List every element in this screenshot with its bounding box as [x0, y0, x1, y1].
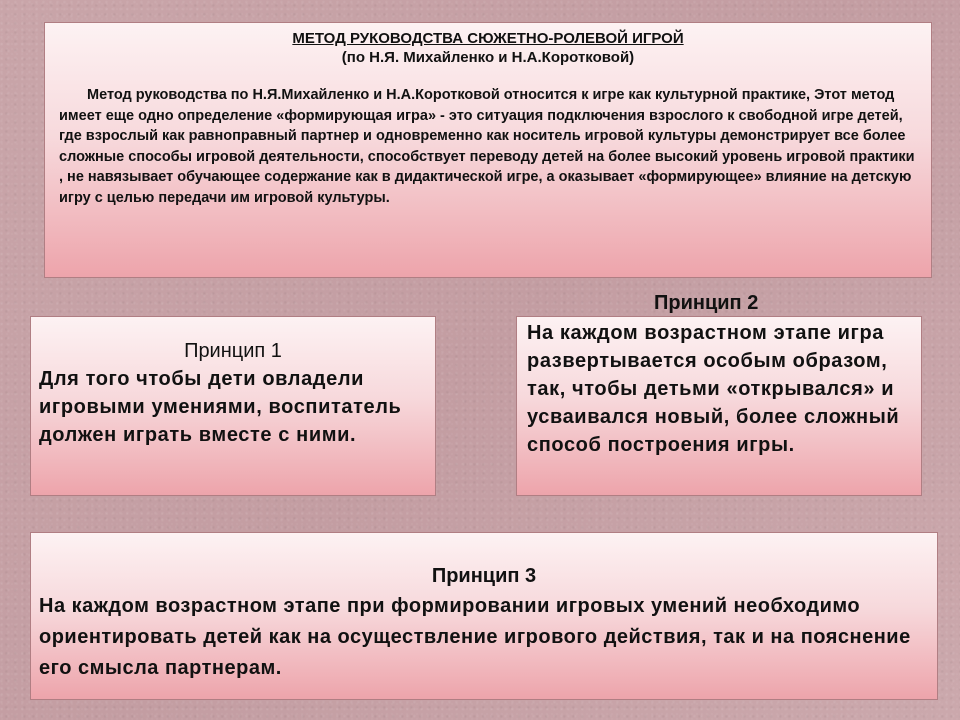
principle-2-box	[516, 316, 922, 496]
method-header-box	[44, 22, 932, 278]
principle-1-text: Для того чтобы дети овладели игровыми умениями, воспитатель должен играть вместе с ними.	[39, 368, 402, 446]
method-description: Метод руководства по Н.Я.Михайленко и Н.А.Коротковой относится к игре как культурной практике, Этот метод имеет еще одно определение «формирующая игра» - это ситуация подключения взрослого к свободной игре детей, где взрослый как равноправный партнер и одновременно как носитель игровой культуры демонстрирует все более сложные способы игровой деятельности, способствует переводу детей на более высокий уровень игровой практики , не навязывает обучающее содержание как в дидактической игре, а оказывает «формирующее» влияние на детскую игру с целью передачи им игровой культуры.	[59, 87, 915, 206]
principle-3-text: На каждом возрастном этапе при формировании игровых умений необходимо ориентировать детей как на осуществление игрового действия, так и на пояснение его смысла партнерам.	[39, 595, 911, 679]
principle-2-text: На каждом возрастном этапе игра развертывается особым образом, так, чтобы детьми «открывался» и усваивался новый, более сложный способ построения игры.	[527, 322, 900, 456]
principle-3-box	[30, 532, 938, 700]
principle-2-title: Принцип 2	[654, 292, 759, 314]
method-title: МЕТОД РУКОВОДСТВА СЮЖЕТНО-РОЛЕВОЙ ИГРОЙ	[292, 30, 684, 47]
method-authors: (по Н.Я. Михайленко и Н.А.Коротковой)	[341, 49, 635, 66]
principle-1-title: Принцип 1	[184, 340, 282, 362]
principle-1-box	[30, 316, 436, 496]
principle-3-title: Принцип 3	[431, 565, 537, 587]
